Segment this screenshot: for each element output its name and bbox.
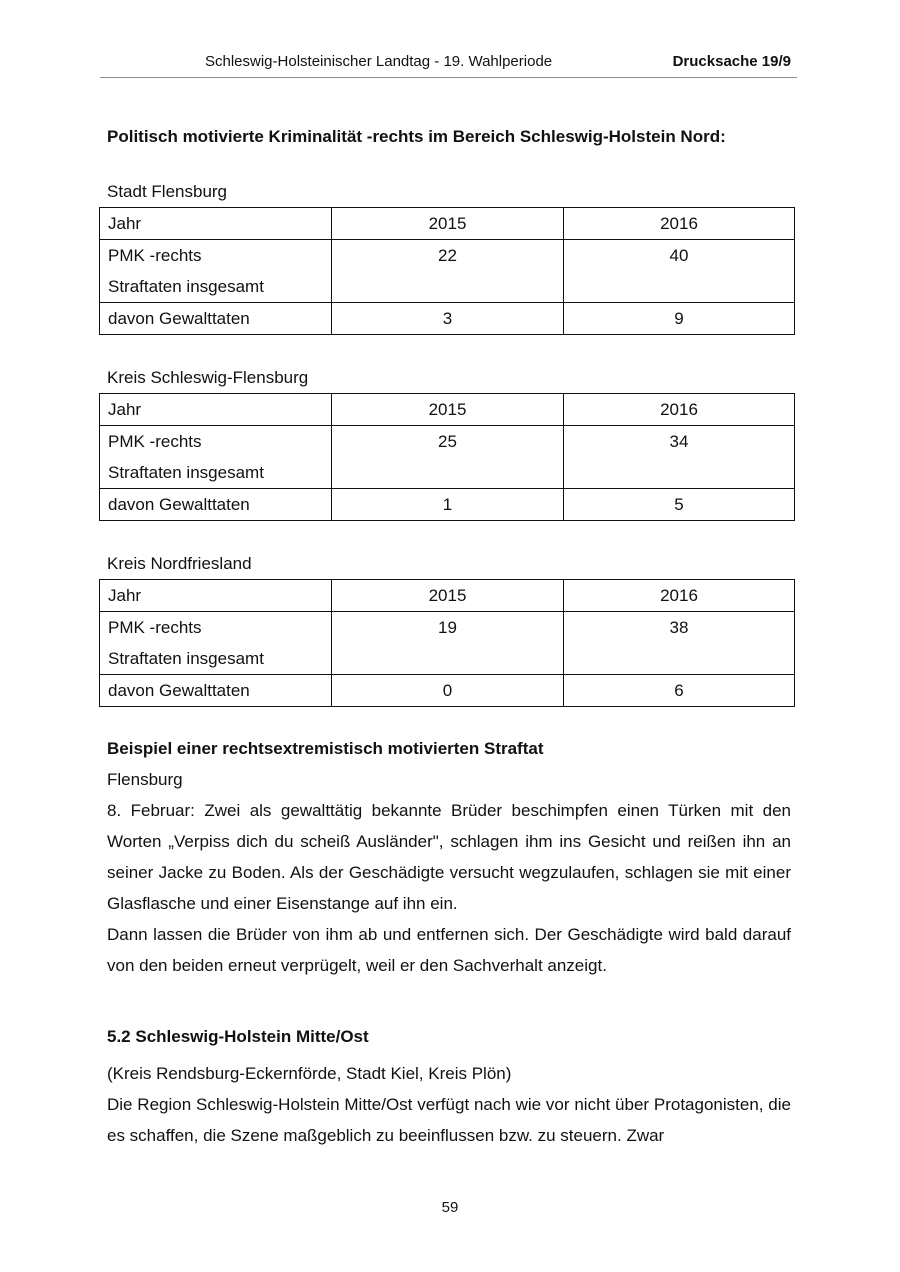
example-place: Flensburg: [107, 770, 183, 789]
table-cell: davon Gewalttaten: [100, 675, 332, 707]
row-label-line2: Straftaten insgesamt: [108, 463, 264, 482]
spacer: [107, 981, 791, 1021]
table-cell: 3: [332, 303, 564, 335]
table-cell: 6: [564, 675, 795, 707]
crime-table-schleswig-flensburg: [99, 393, 795, 521]
subsection-paragraph: Die Region Schleswig-Holstein Mitte/Ost verfügt nach wie vor nicht über Protagonisten, die es schaffen, die Szene maßgeblich zu beeinflussen bzw. zu steuern. Zwar: [107, 1095, 791, 1145]
spacer: [107, 707, 791, 733]
spacer: [107, 335, 791, 362]
section-title: Politisch motivierte Kriminalität -rechts im Bereich Schleswig-Holstein Nord:: [107, 127, 726, 146]
table-cell: 1: [332, 489, 564, 521]
crime-table-flensburg: [99, 207, 795, 335]
crime-table-nordfriesland: [99, 579, 795, 707]
table-cell: 40: [564, 240, 795, 303]
row-label-line1: PMK -rechts: [108, 618, 202, 637]
table-header-row: [100, 394, 795, 426]
table-cell: 2015: [332, 394, 564, 426]
row-label-line2: Straftaten insgesamt: [108, 277, 264, 296]
header-doc-number: Drucksache 19/9: [672, 53, 791, 70]
spacer: [107, 521, 791, 548]
region-label-nordfriesland: Kreis Nordfriesland: [107, 554, 252, 573]
table-cell: davon Gewalttaten: [100, 489, 332, 521]
table-row: [100, 675, 795, 707]
example-title: Beispiel einer rechtsextremistisch motivierten Straftat: [107, 739, 544, 758]
table-cell: 2016: [564, 208, 795, 240]
table-cell: 38: [564, 612, 795, 675]
table-cell: 34: [564, 426, 795, 489]
example-paragraph-1: 8. Februar: Zwei als gewalttätig bekannte Brüder beschimpfen einen Türken mit den Worten „Verpiss dich du scheiß Ausländer", schlagen ihm ins Gesicht und reißen ihn an seiner Jacke zu Boden. Als der Geschädigte versucht wegzulaufen, schlagen sie mit einer Glasflasche und einer Eisenstange auf ihn ein.: [107, 801, 791, 913]
table-cell: 25: [332, 426, 564, 489]
spacer: [107, 150, 791, 176]
table-cell: Jahr: [100, 208, 332, 240]
region-label-schleswig-flensburg: Kreis Schleswig-Flensburg: [107, 368, 309, 387]
table-row: [100, 240, 795, 303]
page-number: 59: [441, 1199, 459, 1216]
table-cell: [100, 240, 332, 303]
row-label-line1: PMK -rechts: [108, 432, 202, 451]
table-row: [100, 303, 795, 335]
table-cell: davon Gewalttaten: [100, 303, 332, 335]
table-header-row: [100, 580, 795, 612]
row-label-line1: PMK -rechts: [108, 246, 202, 265]
table-row: [100, 426, 795, 489]
page-header: [100, 52, 797, 78]
table-cell: 2016: [564, 580, 795, 612]
table-header-row: [100, 208, 795, 240]
subsection-regions: (Kreis Rendsburg-Eckernförde, Stadt Kiel, Kreis Plön): [107, 1064, 512, 1083]
table-row: [100, 489, 795, 521]
table-cell: 22: [332, 240, 564, 303]
header-title: Schleswig-Holsteinischer Landtag - 19. Wahlperiode: [205, 53, 553, 70]
page-content: [107, 123, 791, 1151]
table-cell: [100, 426, 332, 489]
table-row: [100, 612, 795, 675]
table-cell: Jahr: [100, 394, 332, 426]
table-cell: 0: [332, 675, 564, 707]
subsection-title: 5.2 Schleswig-Holstein Mitte/Ost: [107, 1027, 369, 1046]
table-cell: 2015: [332, 580, 564, 612]
table-cell: 2016: [564, 394, 795, 426]
example-paragraph-2: Dann lassen die Brüder von ihm ab und entfernen sich. Der Geschädigte wird bald darauf von den beiden erneut verprügelt, weil er den Sachverhalt anzeigt.: [107, 925, 791, 975]
table-cell: 2015: [332, 208, 564, 240]
row-label-line2: Straftaten insgesamt: [108, 649, 264, 668]
table-cell: [100, 612, 332, 675]
table-cell: 9: [564, 303, 795, 335]
region-label-flensburg: Stadt Flensburg: [107, 182, 228, 201]
table-cell: Jahr: [100, 580, 332, 612]
table-cell: 19: [332, 612, 564, 675]
table-cell: 5: [564, 489, 795, 521]
